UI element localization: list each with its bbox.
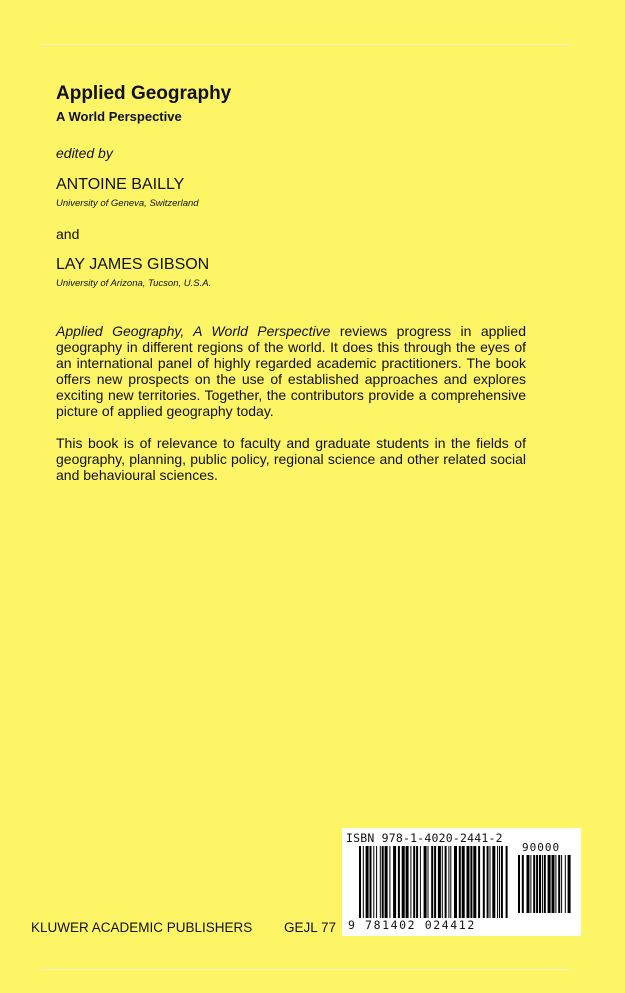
barcode-bar [527, 855, 530, 913]
barcode-bar [382, 846, 384, 918]
barcode-bar [558, 855, 560, 913]
barcode-bar [410, 846, 411, 918]
barcode-bar [501, 846, 503, 918]
edited-by-label: edited by [56, 145, 113, 161]
barcode-bar [530, 855, 531, 913]
barcode-bar [402, 846, 405, 918]
barcode-bar [490, 846, 491, 918]
description-paragraph-2: This book is of relevance to faculty and graduate students in the fields of geography, planning, public policy, regional science and other related social and behavioural sciences. [56, 435, 526, 483]
barcode-bar [431, 846, 433, 918]
barcode-bar [565, 855, 566, 913]
book-subtitle: A World Perspective [56, 109, 182, 124]
barcode-bar [522, 855, 524, 913]
book-title: Applied Geography [56, 83, 232, 104]
editor-name-2: LAY JAMES GIBSON [56, 256, 210, 273]
barcode-bar [459, 846, 461, 918]
barcode-bar [373, 846, 374, 918]
addon-barcode-bars [518, 855, 574, 919]
barcode-bar [450, 846, 451, 918]
barcode-bar [548, 855, 551, 913]
barcode-bar [398, 846, 400, 918]
barcode-bar [499, 846, 500, 918]
barcode-bar [518, 855, 520, 913]
barcode-bar [497, 846, 498, 918]
barcode-bar [492, 846, 495, 918]
and-label: and [56, 226, 80, 242]
ean-digits: 9 781402 024412 [348, 918, 476, 932]
barcode-bar [385, 846, 388, 918]
barcode-bar [413, 846, 415, 918]
barcode-bar [363, 846, 364, 924]
barcode-bar [473, 846, 476, 918]
barcode-bar [542, 855, 543, 913]
barcode-bar [434, 846, 436, 918]
editor-affiliation-1: University of Geneva, Switzerland [56, 198, 199, 209]
barcode-bar [544, 855, 546, 913]
barcode-bar [536, 855, 538, 913]
barcode-bar [478, 846, 480, 918]
barcode-bar [416, 846, 418, 918]
barcode-bar [389, 846, 390, 918]
barcode-bar [424, 846, 427, 918]
editor-affiliation-2: University of Arizona, Tucson, U.S.A. [56, 278, 212, 289]
barcode-bar [359, 846, 361, 924]
barcode-bar [428, 846, 429, 918]
barcode-bar [454, 846, 457, 918]
description-book-title: Applied Geography, A World Perspective [56, 323, 331, 339]
barcode-bar [462, 846, 465, 918]
barcode-bar [380, 846, 381, 918]
barcode-addon-digits: 90000 [522, 841, 561, 854]
barcode-bar [366, 846, 369, 918]
barcode-bar [552, 855, 555, 913]
barcode-bar [393, 846, 396, 918]
barcode-bar [376, 846, 377, 918]
barcode-bar [506, 846, 508, 918]
editor-name-1: ANTOINE BAILLY [56, 176, 185, 193]
barcode-bar [438, 846, 441, 918]
barcode-bar [420, 846, 421, 918]
barcode-bar [539, 855, 541, 913]
ean-barcode-bars [359, 846, 509, 924]
bottom-rule [40, 969, 570, 970]
barcode-bar [555, 855, 556, 913]
barcode-bar [483, 846, 485, 918]
barcode-bar [568, 855, 571, 913]
barcode-bar [470, 846, 472, 918]
barcode-bar [561, 855, 562, 913]
barcode-bar [533, 855, 535, 913]
series-code: GEJL 77 [284, 920, 337, 935]
barcode-bar [487, 846, 489, 918]
barcode-bar [442, 846, 443, 918]
barcode-bar [448, 846, 449, 918]
barcode-bar [467, 846, 470, 918]
description-paragraph-1 [56, 323, 526, 419]
isbn-barcode [342, 828, 581, 936]
cover-content [56, 82, 526, 483]
top-rule [40, 44, 570, 45]
description-paragraph-1-text: reviews progress in applied geography in different regions of the world. It does this through the eyes of an international panel of highly regarded academic practitioners. The book offers new prospects on the use of established approaches and explores exciting new territories. Together, the contributors provide a comprehensive picture of applied geography today. [56, 323, 526, 419]
barcode-bar [370, 846, 372, 918]
barcode-bar [445, 846, 447, 918]
publisher-name: KLUWER ACADEMIC PUBLISHERS [31, 920, 253, 935]
isbn-label: ISBN 978-1-4020-2441-2 [346, 831, 503, 845]
barcode-bar [406, 846, 409, 918]
